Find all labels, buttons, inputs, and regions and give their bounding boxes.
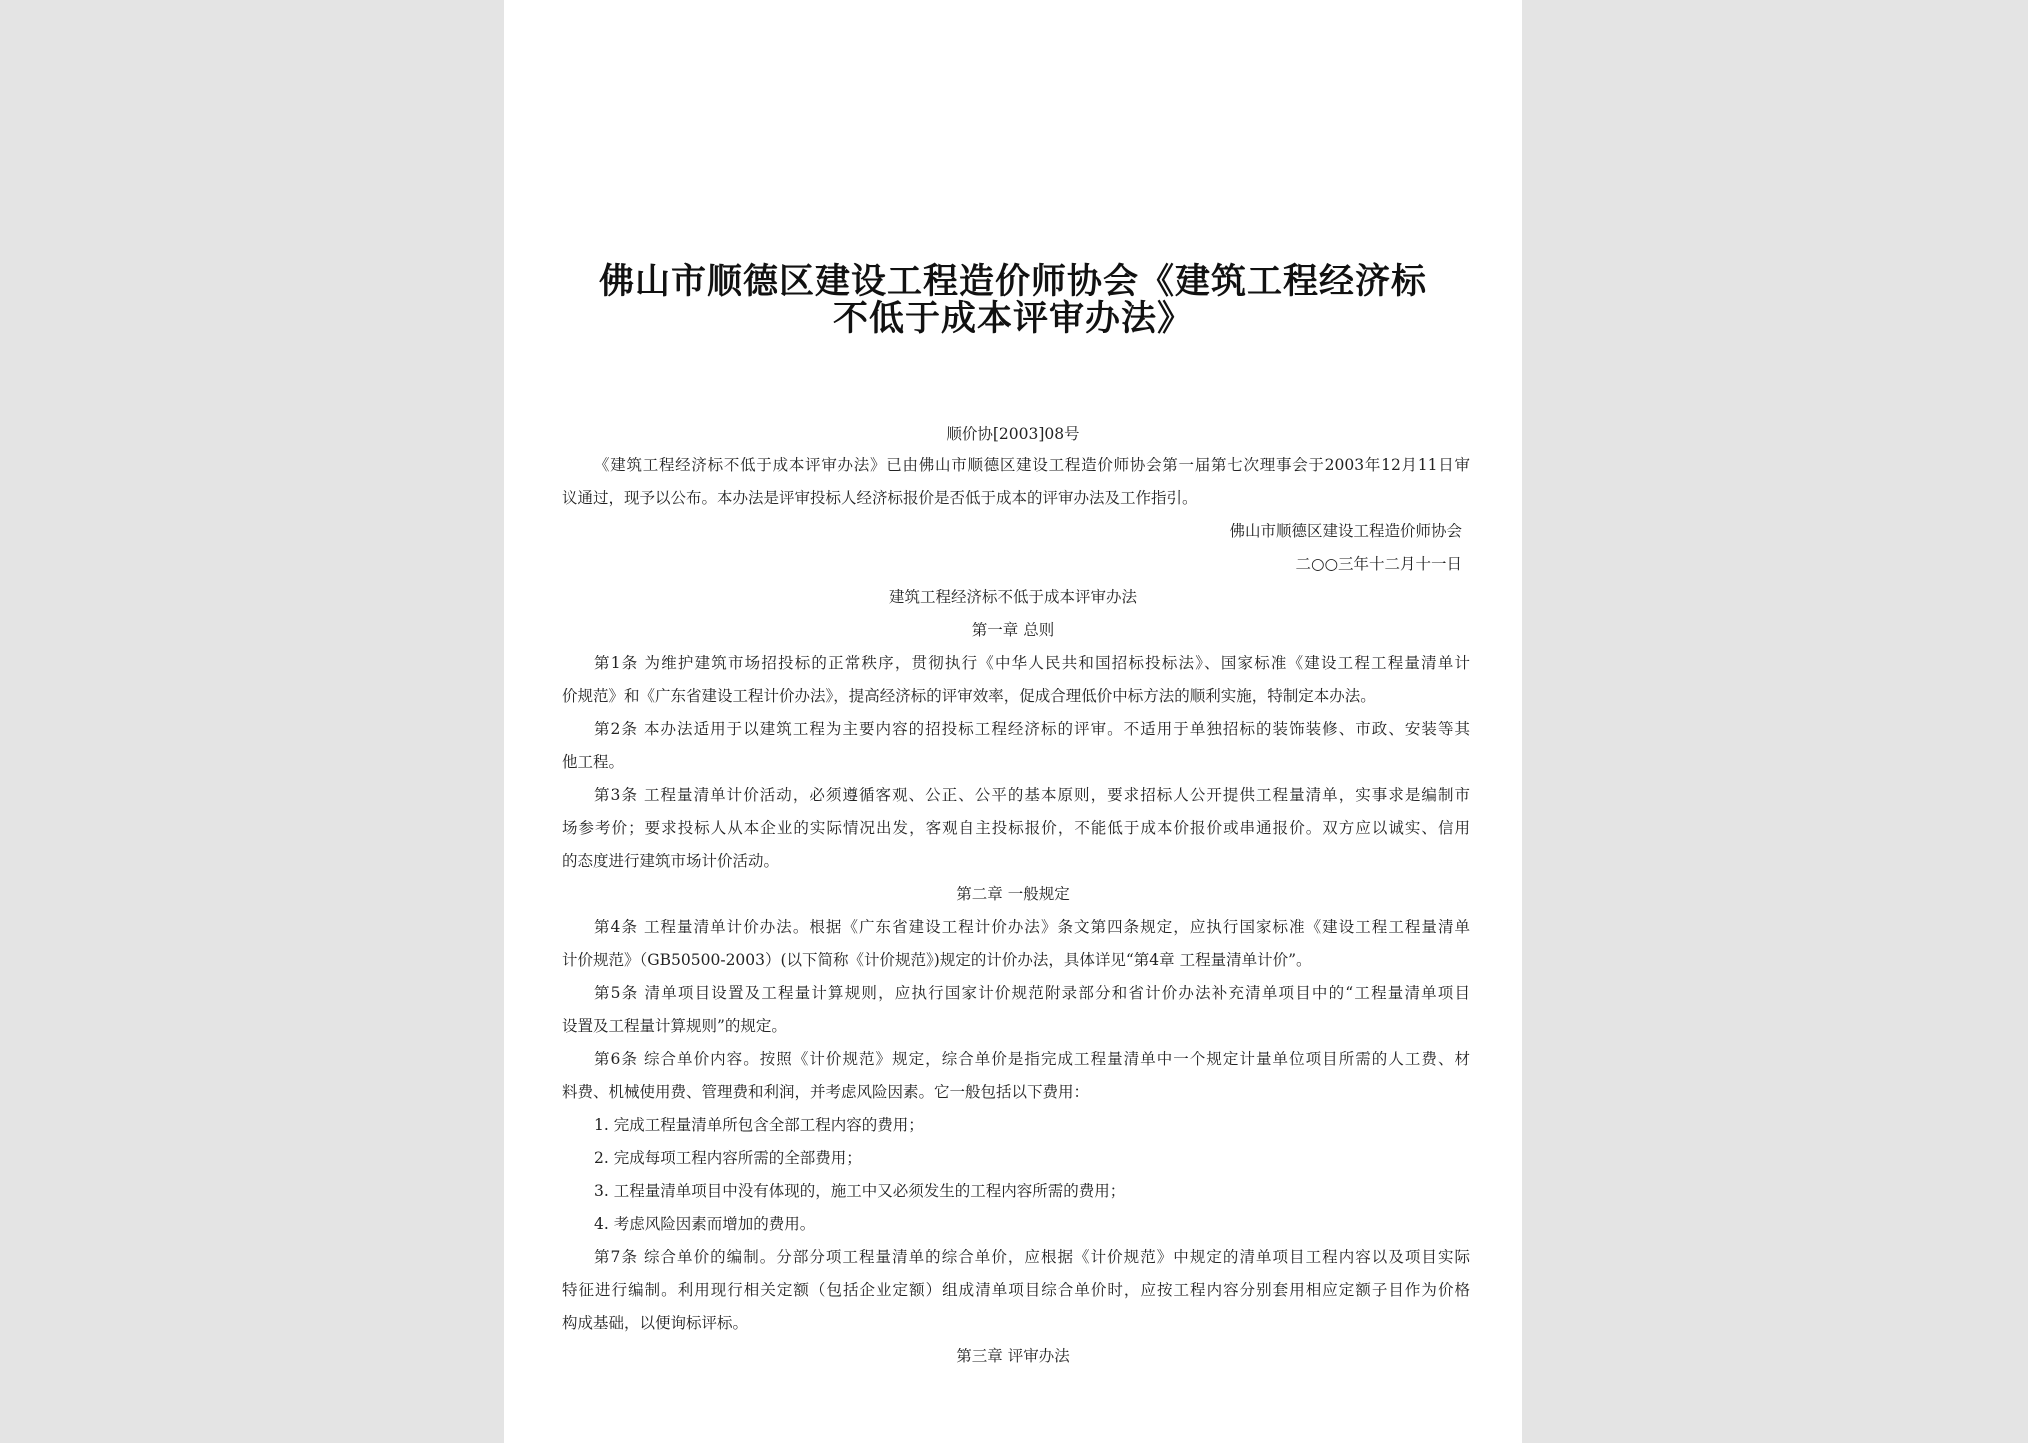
article-6-line: 料费、机械使用费、管理费和利润，并考虑风险因素。它一般包括以下费用： — [562, 1083, 1090, 1101]
section-subtitle: 建筑工程经济标不低于成本评审办法 — [888, 588, 1137, 606]
document-title-line2: 不低于成本评审办法》 — [832, 298, 1193, 339]
article-2-line: 第2条 本办法适用于以建筑工程为主要内容的招投标工程经济标的评审。不适用于单独招标的装饰装修、市政、安装等其 — [594, 720, 1470, 738]
article-1-line: 第1条 为维护建筑市场招投标的正常秩序，贯彻执行《中华人民共和国招标投标法》、国家标准《建设工程工程量清单计 — [594, 654, 1470, 672]
issuer-signature: 佛山市顺德区建设工程造价师协会 — [1229, 522, 1462, 540]
list-item: 2. 完成每项工程内容所需的全部费用； — [594, 1149, 862, 1167]
article-3-line: 场参考价；要求投标人从本企业的实际情况出发，客观自主投标报价，不能低于成本价报价或串通报价。双方应以诚实、信用 — [562, 819, 1470, 837]
article-3-line: 第3条 工程量清单计价活动，必须遵循客观、公正、公平的基本原则，要求招标人公开提供工程量清单，实事求是编制市 — [594, 786, 1470, 804]
chapter-heading: 第二章 一般规定 — [956, 885, 1070, 903]
list-item: 4. 考虑风险因素而增加的费用。 — [594, 1215, 816, 1233]
list-item: 3. 工程量清单项目中没有体现的，施工中又必须发生的工程内容所需的费用； — [594, 1182, 1126, 1200]
document-page — [504, 0, 1522, 1443]
article-1-line: 价规范》和《广东省建设工程计价办法》，提高经济标的评审效率，促成合理低价中标方法的顺利实施，特制定本办法。 — [562, 687, 1376, 705]
article-3-line: 的态度进行建筑市场计价活动。 — [562, 852, 780, 870]
chapter-heading: 第一章 总则 — [971, 621, 1055, 639]
article-5-line: 第5条 清单项目设置及工程量计算规则，应执行国家计价规范附录部分和省计价办法补充清单项目中的“工程量清单项目 — [594, 984, 1470, 1002]
article-7-line: 构成基础，以便询标评标。 — [562, 1314, 749, 1332]
article-4-line: 计价规范》（GB50500-2003）(以下简称《计价规范》)规定的计价办法，具体详见“第4章 工程量清单计价”。 — [562, 951, 1312, 969]
article-6-line: 第6条 综合单价内容。按照《计价规范》规定，综合单价是指完成工程量清单中一个规定计量单位项目所需的人工费、材 — [594, 1050, 1470, 1068]
article-4-line: 第4条 工程量清单计价办法。根据《广东省建设工程计价办法》条文第四条规定，应执行国家标准《建设工程工程量清单 — [594, 918, 1470, 936]
article-7-line: 特征进行编制。利用现行相关定额（包括企业定额）组成清单项目综合单价时，应按工程内容分别套用相应定额子目作为价格 — [562, 1281, 1470, 1299]
article-7-line: 第7条 综合单价的编制。分部分项工程量清单的综合单价，应根据《计价规范》中规定的清单项目工程内容以及项目实际 — [594, 1248, 1470, 1266]
article-2-line: 他工程。 — [562, 753, 625, 771]
article-5-line: 设置及工程量计算规则”的规定。 — [562, 1017, 787, 1035]
document-number: 顺价协[2003]08号 — [946, 425, 1080, 443]
intro-paragraph-line: 议通过，现予以公布。本办法是评审投标人经济标报价是否低于成本的评审办法及工作指引。 — [562, 489, 1198, 507]
chapter-heading: 第三章 评审办法 — [956, 1347, 1070, 1365]
document-title-line1: 佛山市顺德区建设工程造价师协会《建筑工程经济标 — [598, 261, 1427, 302]
intro-paragraph-line: 《建筑工程经济标不低于成本评审办法》已由佛山市顺德区建设工程造价师协会第一届第七次理事会于2003年12月11日审 — [594, 456, 1470, 474]
issue-date: 二○○三年十二月十一日 — [1295, 555, 1462, 573]
list-item: 1. 完成工程量清单所包含全部工程内容的费用； — [594, 1116, 924, 1134]
